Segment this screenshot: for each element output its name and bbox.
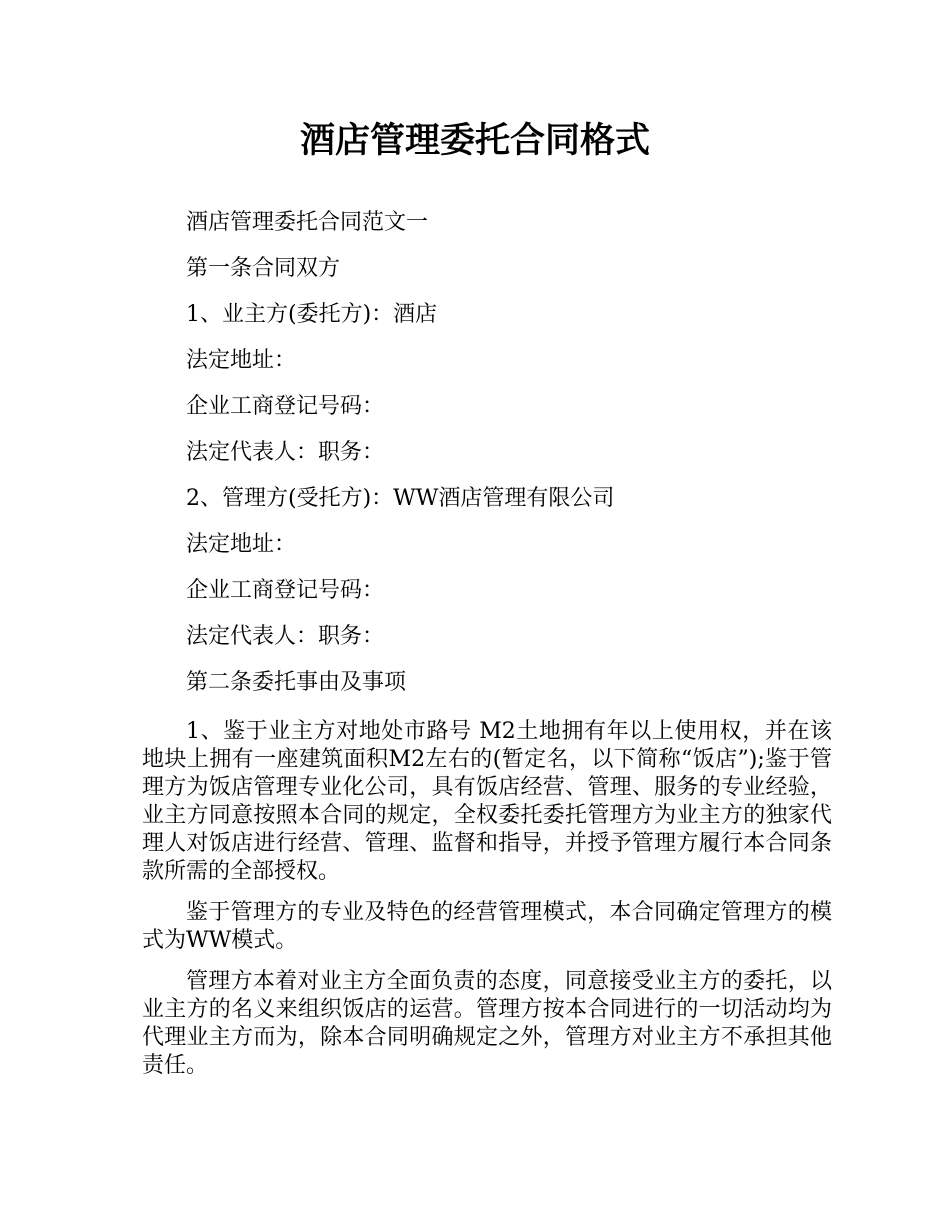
party-field: 法定代表人：职务： <box>186 624 385 649</box>
document-title: 酒店管理委托合同格式 <box>299 121 650 161</box>
article-heading: 第二条委托事由及事项 <box>186 670 407 695</box>
article-heading: 第一条合同双方 <box>186 256 341 281</box>
section-heading: 酒店管理委托合同范文一 <box>186 210 429 235</box>
body-paragraph: 管理方本着对业主方全面负责的态度，同意接受业主方的委托，以业主方的名义来组织饭店的运营。管理方按本合同进行的一切活动均为代理业主方而为，除本合同明确规定之外，管理方对业主方不承担其他责任。 <box>142 969 832 1078</box>
party-line: 1、业主方(委托方)：酒店 <box>186 302 438 327</box>
party-field: 法定地址： <box>186 348 297 373</box>
document-body <box>142 200 832 1093</box>
party-field: 企业工商登记号码： <box>186 578 385 603</box>
body-paragraph: 1、鉴于业主方对地处市路号 M2土地拥有年以上使用权，并在该地块上拥有一座建筑面积M2左右的(暂定名，以下简称“饭店”);鉴于管理方为饭店管理专业化公司，具有饭店经营、管理、服务的专业经验，业主方同意按照本合同的规定，全权委托委托管理方为业主方的独家代理人对饭店进行经营、管理、监督和指导，并授予管理方履行本合同条款所需的全部授权。 <box>142 719 832 884</box>
party-line: 2、管理方(受托方)：WW酒店管理有限公司 <box>186 486 615 511</box>
party-field: 企业工商登记号码： <box>186 394 385 419</box>
party-field: 法定代表人：职务： <box>186 440 385 465</box>
body-paragraph: 鉴于管理方的专业及特色的经营管理模式，本合同确定管理方的模式为WW模式。 <box>142 900 832 953</box>
party-field: 法定地址： <box>186 532 297 557</box>
